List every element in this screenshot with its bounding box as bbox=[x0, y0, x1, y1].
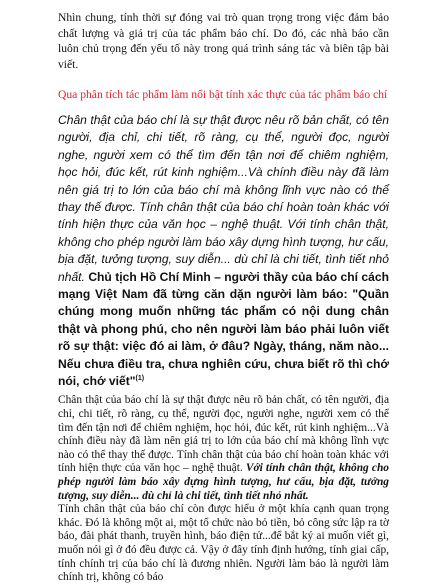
body-paragraph-plain: Chân thật của báo chí là sự thật được nêu rõ bản chất, có tên người, địa chỉ, chi tiết, rõ ràng, cụ thể, người đọc, người nghe, người xem có thể tìm đến tận nơi để chiêm nghiệm, học hỏi, đúc kết, rút kinh nghiệm...Và chính điều này đã làm nên giá trị to lớn của báo chí mà không lĩnh vực nào có thể thay thế được. Tính chân thật của báo chí hoàn toàn khác với tính hiện thực của văn học – nghệ thuật. bbox=[58, 394, 389, 475]
quote-italic-text: Chân thật của báo chí là sự thật được nêu rõ bản chất, có tên người, địa chỉ, chi tiết, rõ ràng, cụ thể, người đọc, người nghe, người xem có thể tìm đến tận nơi để chiêm nghiệm, học hỏi, đúc kết, rút kinh nghiệm...Và chính điều này đã làm nên giá trị to lớn của báo chí mà không lĩnh vực nào có thể thay thế được. Tính chân thật của báo chí hoàn toàn khác với tính hiện thực của văn học – nghệ thuật. Với tính chân thật, không cho phép người làm báo xây dựng hình tượng, hư cấu, bịa đặt, tưởng tượng, suy diễn... dù chỉ là chi tiết, tình tiết nhỏ nhất. bbox=[58, 112, 389, 284]
quote-block bbox=[58, 112, 389, 391]
body-paragraph bbox=[58, 394, 389, 503]
last-paragraph: Tính chân thật của báo chí còn được hiểu ở một khía cạnh quan trọng khác. Đó là không một ai, một tổ chức nào bỏ tiền, bỏ công sức lập ra tờ báo, đài phát thanh, truyền hình, báo điện tử...để bắt ký ai muốn viết gì, muốn nói gì ở đó đều được cả. Vậy ở đây tính định hướng, tính giai cấp, tính chính trị của báo chí là đương nhiên. Người làm báo là người làm chính trị, không có báo bbox=[58, 503, 389, 584]
intro-paragraph: Nhìn chung, tính thời sự đóng vai trò quan trọng trong việc đảm bảo chất lượng và giá trị của tác phẩm báo chí. Do đó, các nhà báo cần luôn chủ trọng đến yếu tố này trong quá trình sáng tác và biên tập bài viết. bbox=[58, 11, 389, 71]
section-heading: Qua phân tích tác phẩm làm nổi bật tính xác thực của tác phẩm báo chí bbox=[58, 88, 388, 102]
body-paragraph-emphasis: Với tính chân thật, không cho phép người làm báo xây dựng hình tượng, hư cấu, bịa đặt, tưởng tượng, suy diễn... dù chỉ là chi tiết, tình tiết nhỏ nhất. bbox=[58, 462, 389, 502]
footnote-marker: (1) bbox=[135, 375, 145, 383]
quote-bold-text: Chủ tịch Hồ Chí Minh – người thầy của báo chí cách mạng Việt Nam đã từng căn dặn người làm báo: "Quần chúng mong muốn những tác phẩm có nội dung chân thật và phong phú, cho nên người làm báo phải luôn viết rõ sự thật: việc đó ai làm, ở đâu? Ngày, tháng, năm nào... Nếu chưa điều tra, chưa nghiên cứu, chưa biết rõ thì chớ nói, chớ viết" bbox=[58, 269, 389, 389]
